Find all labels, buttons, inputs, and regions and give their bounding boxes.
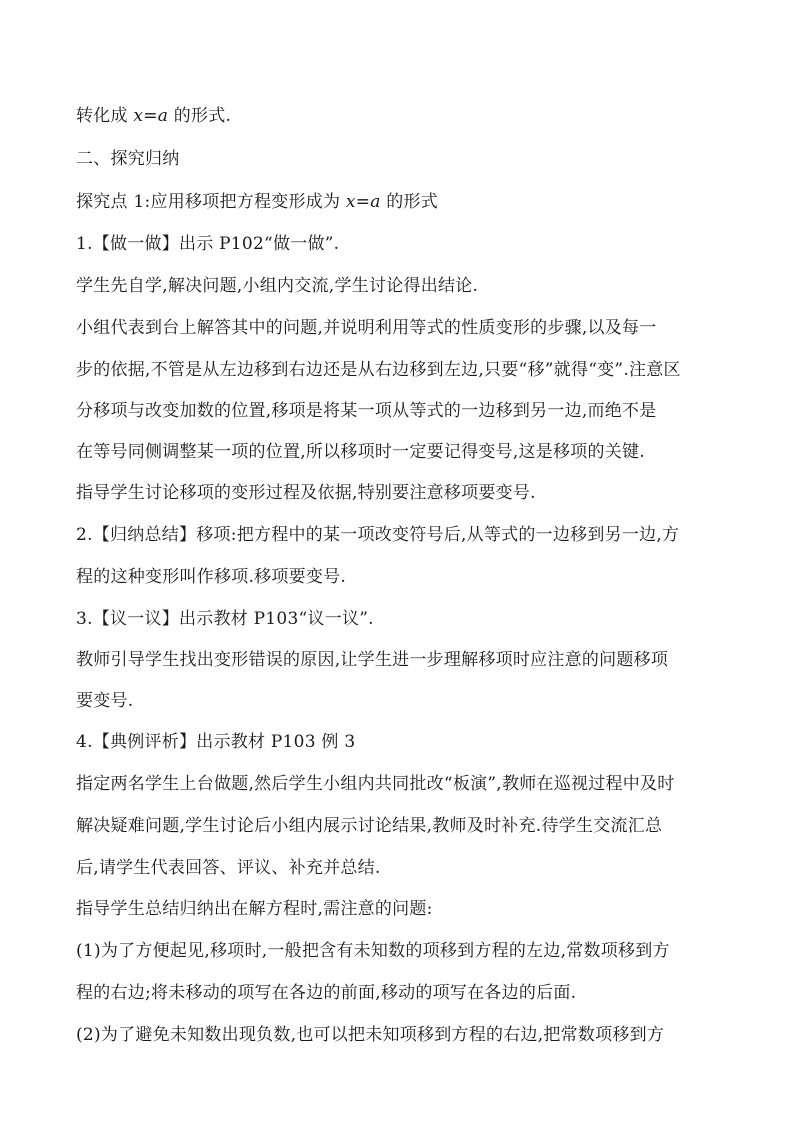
text-line-9: 在等号同侧调整某一项的位置,所以移项时一定要记得变号,这是移项的关键. bbox=[76, 442, 645, 462]
text-line-18: 解决疑难问题,学生讨论后小组内展示讨论结果,教师及时补充.待学生交流汇总 bbox=[76, 816, 663, 836]
section-heading: 二、探究归纳 bbox=[76, 149, 180, 169]
text-line-13: 3.【议一议】出示教材 P103“议一议”. bbox=[76, 609, 374, 629]
text-line-16: 4.【典例评析】出示教材 P103 例 3 bbox=[76, 732, 356, 752]
text-line-15: 要变号. bbox=[76, 691, 134, 711]
text-line-8: 分移项与改变加数的位置,移项是将某一项从等式的一边移到另一边,而绝不是 bbox=[76, 401, 657, 421]
text-line-6: 小组代表到台上解答其中的问题,并说明利用等式的性质变形的步骤,以及每一 bbox=[76, 318, 657, 338]
text-line-19: 后,请学生代表回答、评议、补充并总结. bbox=[76, 858, 381, 878]
text-line-7: 步的依据,不管是从左边移到右边还是从右边移到左边,只要“移”就得“变”.注意区 bbox=[76, 360, 681, 380]
text-line-12: 程的这种变形叫作移项.移项要变号. bbox=[76, 567, 347, 587]
text-line-3: 探究点 1:应用移项把方程变形成为 x=a 的形式 bbox=[76, 192, 438, 212]
text-line-10: 指导学生讨论移项的变形过程及依据,特别要注意移项要变号. bbox=[76, 483, 536, 503]
text-line-1: 转化成 x=a 的形式. bbox=[76, 106, 232, 126]
text-line-11: 2.【归纳总结】移项:把方程中的某一项改变符号后,从等式的一边移到另一边,方 bbox=[76, 525, 680, 545]
text-line-17: 指定两名学生上台做题,然后学生小组内共同批改“板演”,教师在巡视过程中及时 bbox=[76, 774, 675, 794]
text-line-22: 程的右边;将未移动的项写在各边的前面,移动的项写在各边的后面. bbox=[76, 983, 577, 1003]
text-line-23: (2)为了避免未知数出现负数,也可以把未知项移到方程的右边,把常数项移到方 bbox=[76, 1025, 665, 1045]
text-line-21: (1)为了方便起见,移项时,一般把含有未知数的项移到方程的左边,常数项移到方 bbox=[76, 941, 670, 961]
text-line-14: 教师引导学生找出变形错误的原因,让学生进一步理解移项时应注意的问题移项 bbox=[76, 650, 669, 670]
text-line-20: 指导学生总结归纳出在解方程时,需注意的问题: bbox=[76, 899, 433, 919]
text-line-5: 学生先自学,解决问题,小组内交流,学生讨论得出结论. bbox=[76, 276, 479, 296]
text-line-4: 1.【做一做】出示 P102“做一做”. bbox=[76, 234, 340, 254]
